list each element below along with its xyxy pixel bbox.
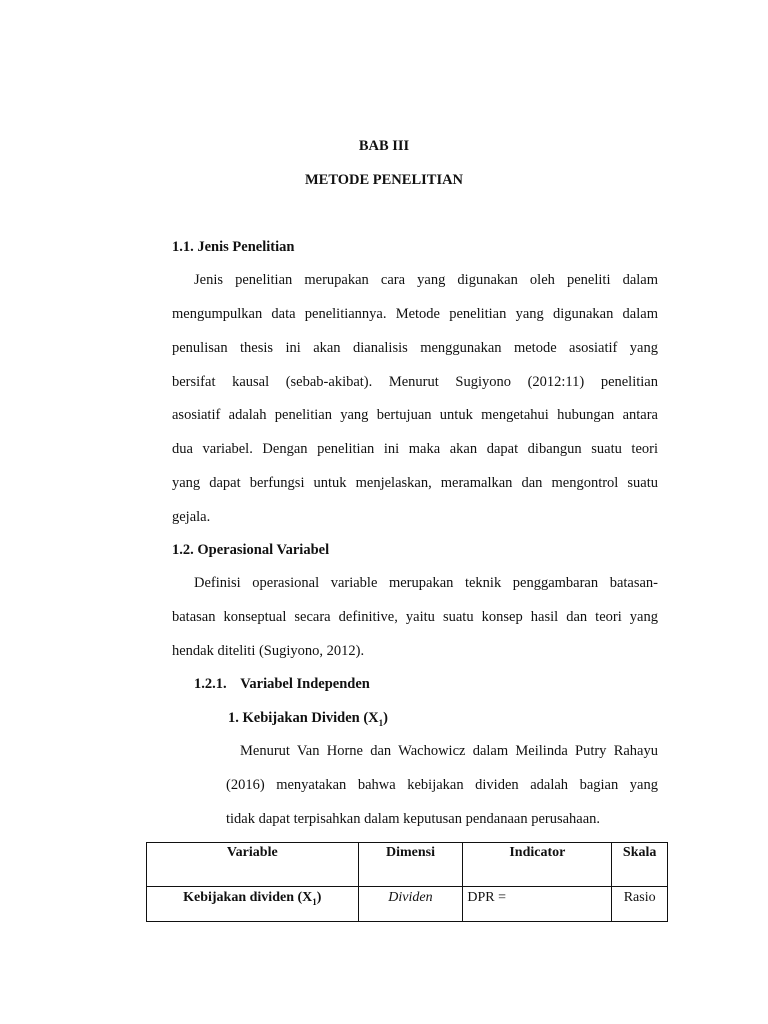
variable-table <box>146 842 668 922</box>
list-item-heading <box>228 710 388 728</box>
header-indicator: Indicator <box>463 843 612 887</box>
subsection-title: Variabel Independen <box>240 676 370 692</box>
header-dimensi: Dimensi <box>358 843 463 887</box>
paragraph-line: mengumpulkan data penelitiannya. Metode penelitian yang digunakan dalam <box>172 306 658 322</box>
paragraph-line: tidak dapat terpisahkan dalam keputusan pendanaan perusahaan. <box>226 811 601 827</box>
paragraph-line: Jenis penelitian merupakan cara yang digunakan oleh peneliti dalam <box>194 272 658 288</box>
subscript: 1 <box>378 717 384 728</box>
chapter-title: METODE PENELITIAN <box>304 172 464 188</box>
paragraph-line: batasan konseptual secara definitive, yaitu suatu konsep hasil dan teori yang <box>172 609 658 625</box>
cell-dimensi: Dividen <box>358 887 463 922</box>
cell-variable: Kebijakan dividen $(X_1)$ <box>147 887 359 922</box>
header-skala: Skala <box>612 843 668 887</box>
cell-indicator: DPR = <box>463 887 612 922</box>
header-variable: Variable <box>147 843 359 887</box>
paragraph-line: (2016) menyatakan bahwa kebijakan dividen adalah bagian yang <box>226 777 658 793</box>
paragraph-line: Definisi operasional variable merupakan teknik penggambaran batasan- <box>194 575 658 591</box>
section-heading-1-2: 1.2. Operasional Variabel <box>172 542 330 558</box>
paragraph-line: penulisan thesis ini akan dianalisis menggunakan metode asosiatif yang <box>172 340 658 356</box>
paragraph-line: asosiatif adalah penelitian yang bertujuan untuk mengetahui hubungan antara <box>172 407 658 423</box>
subsection-number: 1.2.1. <box>194 676 227 692</box>
paragraph-line: gejala. <box>172 509 211 525</box>
table-header-row <box>147 843 668 887</box>
paragraph-line: dua variabel. Dengan penelitian ini maka akan dapat dibangun suatu teori <box>172 441 658 457</box>
paragraph-line: yang dapat berfungsi untuk menjelaskan, meramalkan dan mengontrol suatu <box>172 475 658 491</box>
cell-skala: Rasio <box>612 887 668 922</box>
section-heading-1-1: 1.1. Jenis Penelitian <box>172 239 295 255</box>
list-item-close: ) <box>383 710 389 726</box>
list-item-label: 1. Kebijakan Dividen (X <box>228 710 379 726</box>
paragraph-line: bersifat kausal (sebab-akibat). Menurut Sugiyono (2012:11) penelitian <box>172 374 658 390</box>
paragraph-line: hendak diteliti (Sugiyono, 2012). <box>172 643 365 659</box>
chapter-number: BAB III <box>358 138 410 154</box>
table-row <box>147 887 668 922</box>
subsection-heading <box>194 676 370 693</box>
paragraph-line: Menurut Van Horne dan Wachowicz dalam Meilinda Putry Rahayu <box>240 743 658 759</box>
